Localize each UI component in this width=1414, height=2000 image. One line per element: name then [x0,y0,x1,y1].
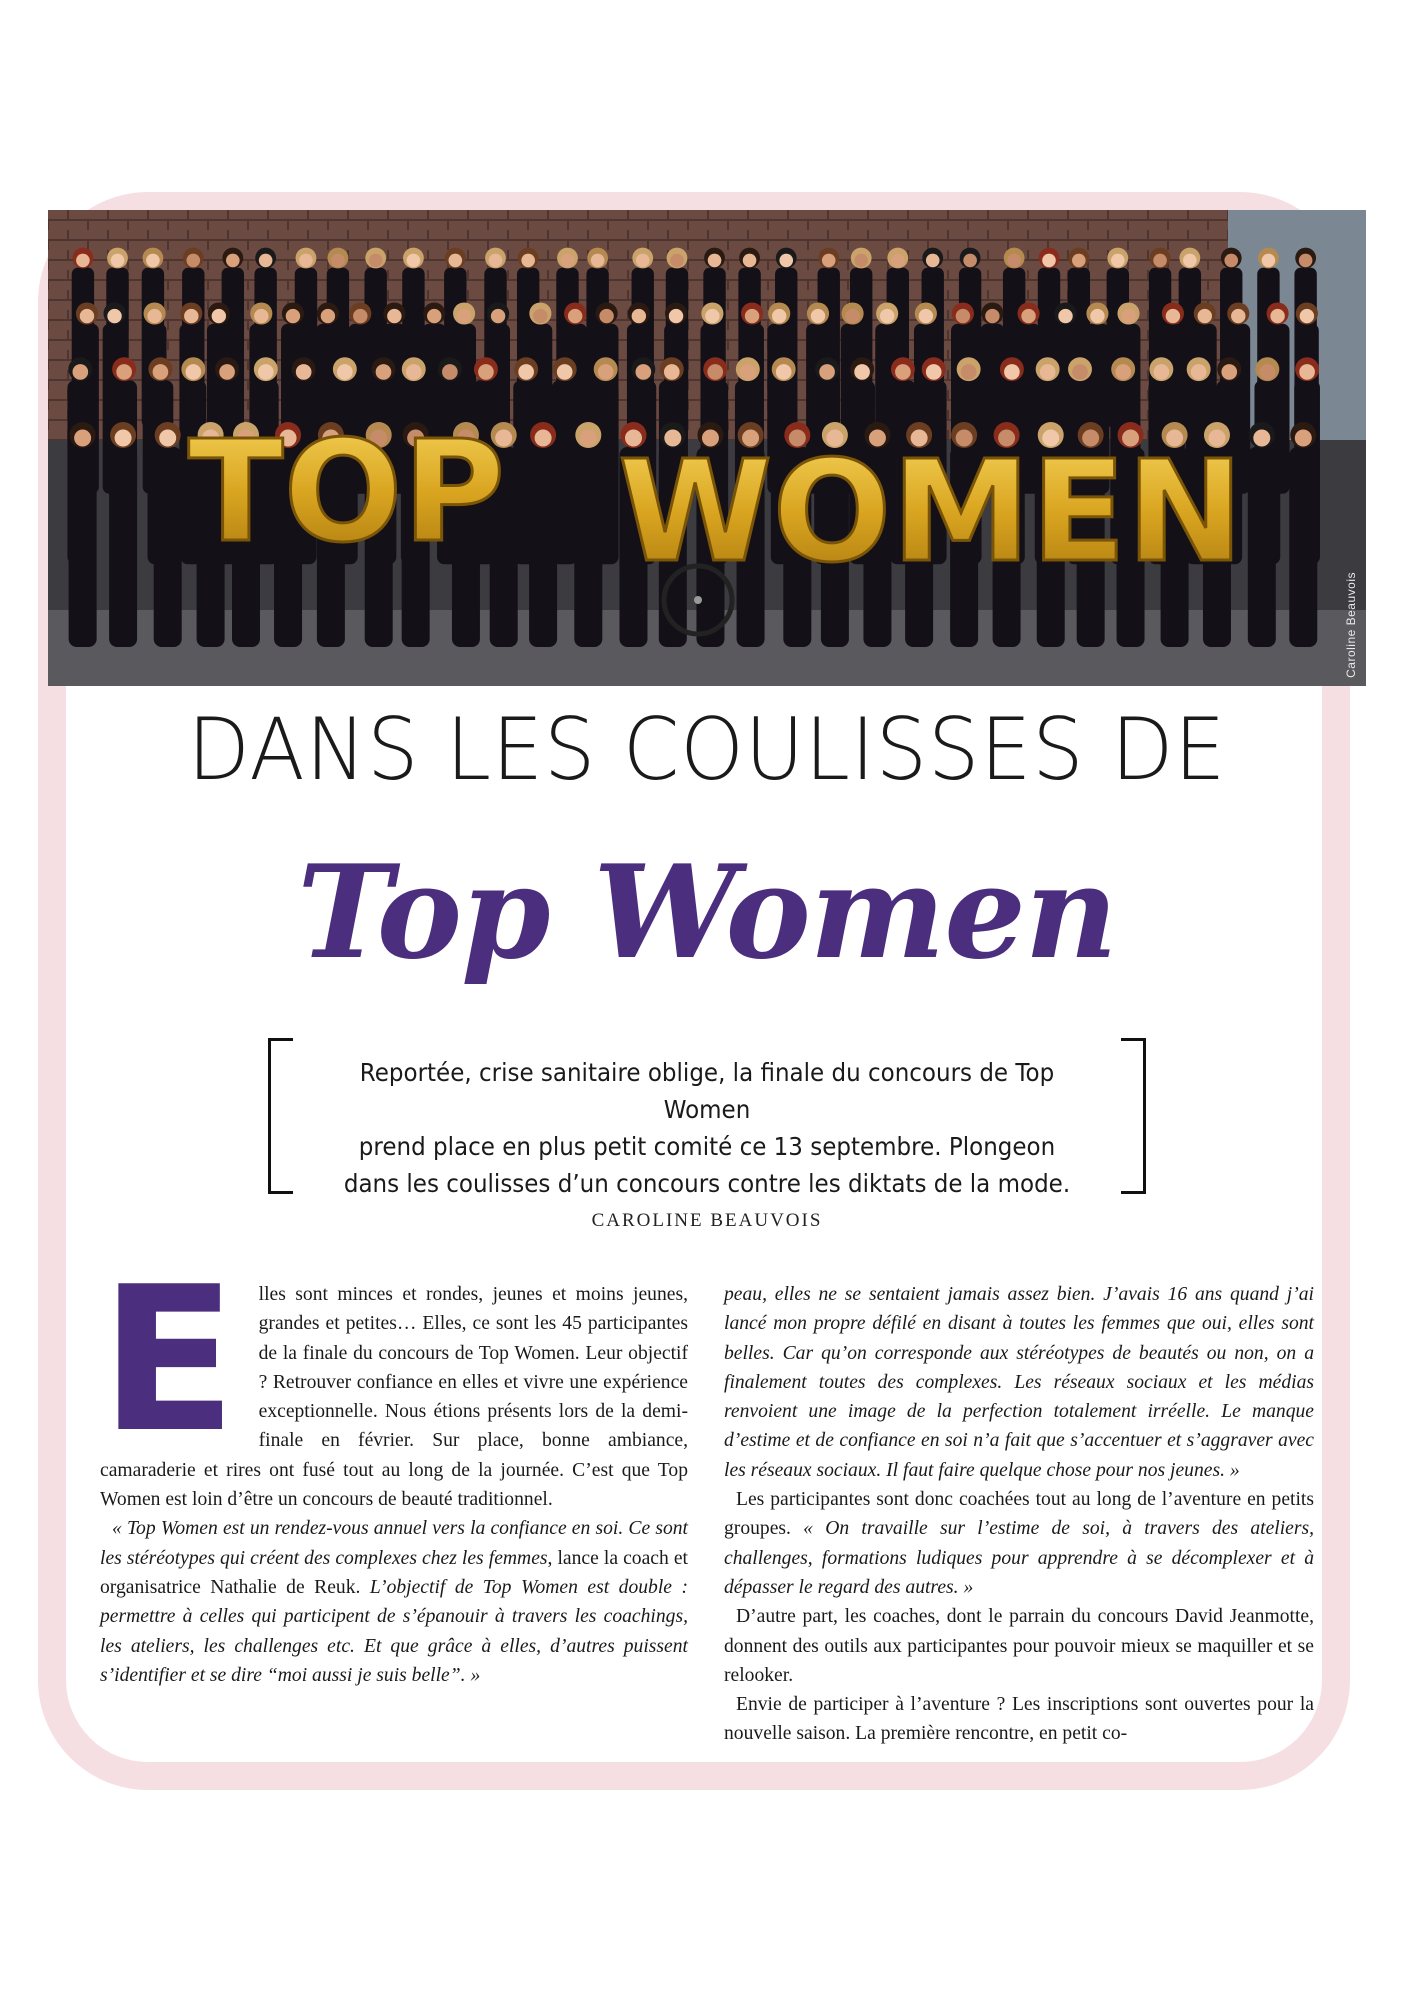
person-face [321,309,335,323]
person-face [708,254,722,268]
person-face [80,309,94,323]
article-title: Top Women [297,838,1117,988]
paragraph-text: Les participantes sont donc coachées tout au long de l’aventure en petits groupes. [724,1489,1314,1540]
paragraph [100,1514,688,1690]
person-face [557,364,573,380]
person-face [854,254,868,268]
person-face [819,364,835,380]
person-face [1021,309,1035,323]
person-face [1072,254,1086,268]
quote: peau, elles ne se sentaient jamais assez bien. J’avais 16 ans quand j’ai lancé mon propre défilé en disant à toutes les femmes que oui, elles sont belles. Car qu’on corresponde aux stéréotypes de beautés ou non, on a finalement toutes des complexes. Les réseaux sociaux et les médias renvoient une image de la perfection totalement irréelle. Le manque d’estime et de confiance en soi n’a fait que s’accentuer et s’aggraver avec les réseaux sociaux. Il faut faire quelque chose pour nos jeunes. » [724,1284,1314,1481]
person-face [669,309,683,323]
person-face [636,364,652,380]
person-body [109,447,137,647]
person-face [1166,309,1180,323]
person-face [1299,364,1315,380]
article-kicker: DANS LES COULISSES DE [187,700,1227,800]
person-face [845,309,859,323]
person-face [580,430,597,447]
person-face [811,309,825,323]
person-face [926,254,940,268]
person-face [518,364,534,380]
person-face [926,364,942,380]
person-body [154,447,182,647]
right-column [724,1280,1314,1749]
person-face [1042,254,1056,268]
person-face [961,364,977,380]
person-face [745,309,759,323]
person-face [895,364,911,380]
person-face [1260,364,1276,380]
left-column [100,1244,688,1690]
paragraph-text: lles sont minces et rondes, jeunes et moins jeunes, grandes et petites… Elles, ce sont les 45 participantes de la finale du concours de Top Women. Leur objectif ? Retrouver confiance en elles et vivre une expérience exceptionnelle. Nous étions présents lors de la demi-finale en février. Sur place, bonne ambiance, camaraderie et rires ont fusé tout au long de la journée. C’est que Top Women est loin d’être un concours de beauté traditionnel. [100,1284,688,1511]
person-face [568,309,582,323]
person-face [664,364,680,380]
person-face [598,364,614,380]
person-face [1007,254,1021,268]
person-face [1224,254,1238,268]
person-face [1253,430,1270,447]
person-face [407,254,421,268]
person-face [985,309,999,323]
person-face [880,309,894,323]
person-face [535,430,552,447]
person-face [707,364,723,380]
person-face [1072,364,1088,380]
person-face [331,254,345,268]
person-face [533,309,547,323]
person-face [296,364,312,380]
person-body [1289,447,1317,647]
person-face [591,254,605,268]
drop-cap: E [100,1244,237,1477]
person-face [1115,364,1131,380]
balloon-top: TOP [188,411,506,574]
person-face [1231,309,1245,323]
person-face [891,254,905,268]
person-face [212,309,226,323]
person-face [74,430,91,447]
lead-line: Reportée, crise sanitaire oblige, la finale du concours de Top Women [359,1058,1055,1124]
person-face [186,254,200,268]
person-face [1299,254,1313,268]
person-face [1090,309,1104,323]
lead-line: dans les coulisses d’un concours contre les diktats de la mode. [343,1169,1071,1198]
person-face [376,364,392,380]
group-photo [48,210,1366,686]
byline: CAROLINE BEAUVOIS [591,1210,823,1231]
person-face [636,254,650,268]
person-face [670,254,684,268]
person-face [449,254,463,268]
quote: « On travaille sur l’estime de soi, à travers des ateliers, challenges, formations ludiques pour apprendre à se décomplexer et à dépasser le regard des autres. » [724,1518,1314,1598]
person-face [107,309,121,323]
person-face [258,364,274,380]
person-face [73,364,89,380]
person-face [919,309,933,323]
person-face [254,309,268,323]
person-face [521,254,535,268]
person-face [1191,364,1207,380]
person-face [147,309,161,323]
person-face [337,364,353,380]
person-face [1295,430,1312,447]
person-face [1221,364,1237,380]
person-face [286,309,300,323]
paragraph [100,1244,688,1514]
quote: L’objectif de Top Women est double : permettre à celles qui participent de s’épanouir à travers les coachings, les ateliers, les challenges etc. Et que grâce à elles, d’autres puissent s’identifier et se dire “moi aussi je suis belle”. » [100,1576,688,1686]
photo-credit: Caroline Beauvois [1344,572,1358,678]
paragraph-text: , lance la coach et organisatrice Nathalie de Reuk. [100,1547,688,1598]
lead-text [340,1054,1074,1202]
person-face [743,254,757,268]
person-face [1300,309,1314,323]
person-face [387,309,401,323]
lead-block [268,1038,1146,1198]
person-face [369,254,383,268]
person-body [529,447,557,647]
right-bracket [1121,1038,1146,1194]
person-face [219,364,235,380]
person-face [153,364,169,380]
paragraph: D’autre part, les coaches, dont le parrain du concours David Jeanmotte, donnent des outils aux participantes pour pouvoir mieux se maquiller et se relooker. [724,1606,1314,1686]
person-face [427,309,441,323]
person-face [259,254,273,268]
person-body [574,447,602,647]
person-face [1154,364,1170,380]
person-face [184,309,198,323]
person-face [478,364,494,380]
paragraph [724,1485,1314,1602]
group-photo-illustration [48,210,1366,686]
person-face [779,254,793,268]
person-face [854,364,870,380]
person-face [116,364,132,380]
person-face [491,309,505,323]
person-face [1111,254,1125,268]
person-face [740,364,756,380]
person-face [632,309,646,323]
person-face [956,309,970,323]
person-face [1183,254,1197,268]
person-face [457,309,471,323]
person-face [705,309,719,323]
person-face [822,254,836,268]
person-face [406,364,422,380]
person-face [489,254,503,268]
person-face [186,364,202,380]
person-face [353,309,367,323]
person-face [772,309,786,323]
person-face [1270,309,1284,323]
person-face [561,254,575,268]
person-face [115,430,132,447]
person-body [1248,447,1276,647]
person-face [963,254,977,268]
lead-line: prend place en plus petit comité ce 13 septembre. Plongeon [358,1132,1056,1161]
person-face [299,254,313,268]
person-face [1262,254,1276,268]
person-face [442,364,458,380]
left-bracket [268,1038,293,1194]
person-face [1121,309,1135,323]
person-face [146,254,160,268]
person-body [69,447,97,647]
person-face [1058,309,1072,323]
person-face [1040,364,1056,380]
quote: « Top Women est un rendez-vous annuel vers la confiance en soi. Ce sont les stéréotypes qui créent des complexes chez les femmes [100,1518,688,1569]
paragraph [724,1280,1314,1485]
person-face [599,309,613,323]
balloon-letters [188,411,1244,594]
person-face [1153,254,1167,268]
person-face [159,430,176,447]
person-face [776,364,792,380]
person-face [1198,309,1212,323]
person-face [226,254,240,268]
paragraph: Envie de participer à l’aventure ? Les inscriptions sont ouvertes pour la nouvelle saison. La première rencontre, en petit co- [724,1694,1314,1745]
balloon-women: WOMEN [618,431,1244,594]
person-face [76,254,90,268]
person-face [111,254,125,268]
person-face [1004,364,1020,380]
